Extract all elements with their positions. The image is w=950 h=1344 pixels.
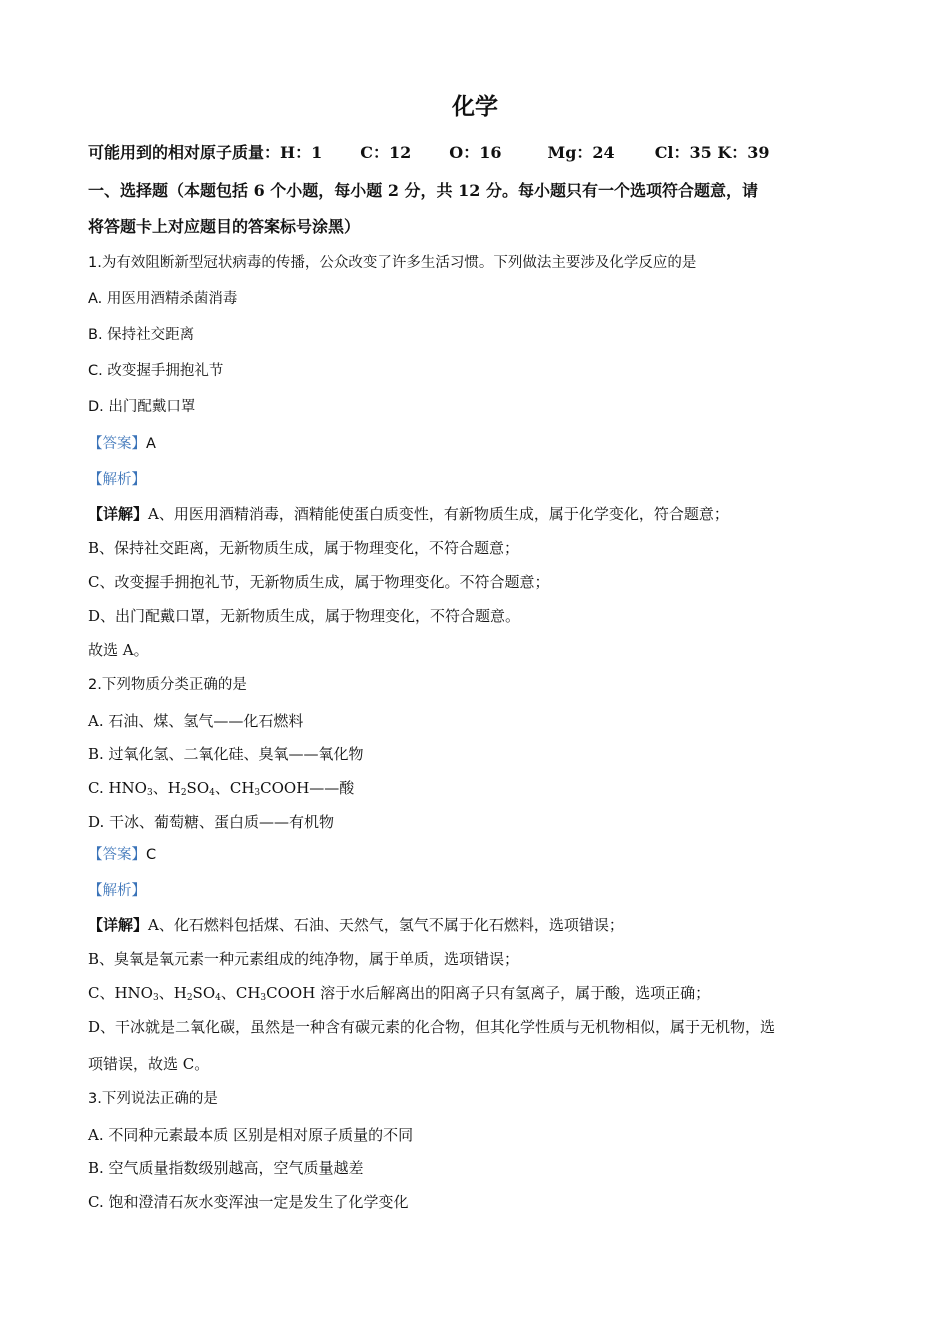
- q3-stem: 3.下列说法正确的是: [88, 1091, 218, 1107]
- section-heading-line2: 将答题卡上对应题目的答案标号涂黑）: [88, 217, 361, 236]
- mass-c: C：12: [360, 143, 412, 162]
- q1-stem: 1.为有效阻断新型冠状病毒的传播，公众改变了许多生活习惯。下列做法主要涉及化学反应的是: [88, 255, 697, 271]
- mass-o: O：16: [449, 143, 502, 162]
- detail-label: 【详解】: [88, 916, 149, 934]
- q2-detail-d-line1: D、干冰就是二氧化碳，虽然是一种含有碳元素的化合物，但其化学性质与无机物相似，属于无机物，选: [88, 1018, 776, 1036]
- atomic-masses-line: [88, 143, 770, 163]
- q1-analysis-label: 【解析】: [88, 472, 146, 488]
- q1-option-c: C. 改变握手拥抱礼节: [88, 363, 224, 379]
- q2-option-a: A. 石油、煤、氢气——化石燃料: [88, 712, 304, 730]
- q3-option-c: C. 饱和澄清石灰水变浑浊一定是发生了化学变化: [88, 1193, 409, 1211]
- q1-detail-b: B、保持社交距离，无新物质生成，属于物理变化，不符合题意；: [88, 539, 520, 557]
- q2-detail-b: B、臭氧是氧元素一种元素组成的纯净物，属于单质，选项错误；: [88, 950, 520, 968]
- answer-value: C: [146, 847, 157, 863]
- q1-detail-c: C、改变握手拥抱礼节，无新物质生成，属于物理变化。不符合题意；: [88, 573, 550, 591]
- q2-option-c: C. $HNO_3$、$H_2SO_4$、$CH_3COOH——$酸: [88, 779, 355, 798]
- q1-answer: [88, 434, 156, 454]
- q2-option-b: B. 过氧化氢、二氧化硅、臭氧——氧化物: [88, 745, 364, 763]
- detail-label: 【详解】: [88, 505, 149, 523]
- q2-detail-c: C、$HNO_3$、$H_2SO_4$、$CH_3COOH$ 溶于水后解离出的阳离子只有氢离子，属于酸，选项正确；: [88, 984, 711, 1003]
- answer-value: A: [146, 436, 156, 452]
- mass-cl-k: Cl：35 K：39: [654, 143, 770, 162]
- detail-text: A、化石燃料包括煤、石油、天然气，氢气不属于化石燃料，选项错误；: [148, 916, 624, 934]
- mass-mg: Mg：24: [547, 143, 615, 162]
- atomic-masses-label: 可能用到的相对原子质量：: [88, 143, 281, 162]
- q1-option-a: A. 用医用酒精杀菌消毒: [88, 291, 238, 307]
- mass-h: H：1: [280, 143, 323, 162]
- page-title: 化学: [452, 94, 498, 120]
- q1-detail-d: D、出门配戴口罩，无新物质生成，属于物理变化，不符合题意。: [88, 607, 521, 625]
- q1-detail-a: [88, 504, 729, 524]
- q3-option-b: B. 空气质量指数级别越高，空气质量越差: [88, 1159, 364, 1177]
- q2-analysis-label: 【解析】: [88, 883, 146, 899]
- q1-option-d: D. 出门配戴口罩: [88, 399, 196, 415]
- q2-answer: [88, 845, 156, 865]
- q2-detail-d-line2: 项错误，故选 C。: [88, 1055, 210, 1073]
- q2-option-d: D. 干冰、葡萄糖、蛋白质——有机物: [88, 813, 335, 831]
- q2-detail-a: [88, 915, 624, 935]
- section-heading-line1: 一、选择题（本题包括 6 个小题，每小题 2 分，共 12 分。每小题只有一个选项符合题意，请: [88, 181, 758, 200]
- q1-option-b: B. 保持社交距离: [88, 327, 195, 343]
- q3-option-a: A. 不同种元素最本质 区别是相对原子质量的不同: [88, 1126, 414, 1144]
- answer-label: 【答案】: [88, 847, 146, 863]
- answer-label: 【答案】: [88, 436, 146, 452]
- q2-stem: 2.下列物质分类正确的是: [88, 677, 247, 693]
- detail-text: A、用医用酒精消毒，酒精能使蛋白质变性，有新物质生成，属于化学变化，符合题意；: [148, 505, 729, 523]
- q1-conclusion: 故选 A。: [88, 641, 149, 659]
